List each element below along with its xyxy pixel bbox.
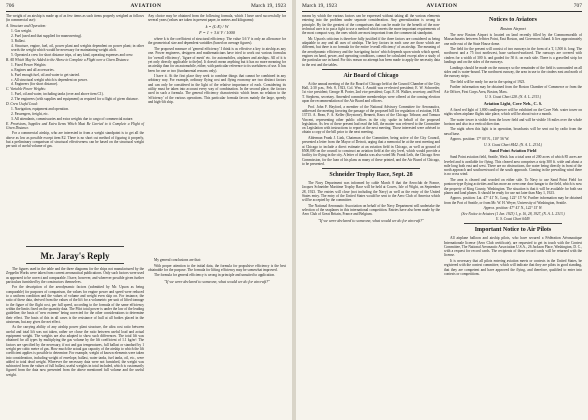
- list-heading: B. All Which May be Added to the Above to Complete a Flight over a Given Distance.: [6, 57, 130, 62]
- section-title: Notices to Aviators: [489, 17, 537, 23]
- article-column-2: [148, 258, 286, 284]
- list-item: 1. Navigation, equipment and operation.: [11, 107, 69, 112]
- article-title: Mr. Jaray's Reply: [40, 251, 110, 261]
- paragraph: The night when this light is in operation, broadcasts will be sent out by radio from the naval base.: [444, 127, 582, 136]
- divider: [464, 223, 562, 224]
- right-page-left-column: [302, 14, 440, 223]
- paragraph: The field will be ready for use in the spring of 1923.: [450, 79, 526, 84]
- paragraph: The Navy Department was informed by cable March 8 that the Aeroclub de France, Jacques Schneider Maritime Trophy Race will be held at Cowes, Isle of Wight, on September 28, 1923. The entries will close (not including the Navy) as well as the entry of the United States entry. The entry of the United States would be sent to the Aero Club of America which will be accepted by the committee.: [302, 181, 440, 203]
- section-title: Important Notice to Air Pilots: [474, 227, 552, 234]
- paragraph: The proposed measure of 'general efficiency' I think is as effective a key to airship as any one. Power engineers, designers and mathematicians have tried to work out various formulas for 'overall efficiency', 'figure of merit' etc. for automobiles, airplanes and airships. All of it is yet only directly applicable to the[m]. It doesn't mean anything but it has no more meaning for an airship than for an automobile, either, with particular reference to its usefulness of use. It has been for one or two (fundamental reasons only).: [148, 47, 286, 73]
- list-item: d. Engineers (for short distance).: [11, 82, 59, 87]
- divider: [322, 69, 420, 70]
- paragraph: The formula for general efficiency is wrong in principle and unsuited to application.: [154, 273, 275, 278]
- section-title: Air Board of Chicago: [343, 72, 399, 79]
- journal-title: AVIATION: [426, 3, 458, 9]
- chart-reference: [444, 143, 582, 147]
- paragraph: I have it. At the first place they seek to combine things that cannot be combined in any arbitrary way. For example, ordinary flying cost and flying economy are two distinct factors and can only be considered in the light of the relative importance of each. Considering its utility must be taken into account every way of combination. In the second place, the factors used in such a formula. The general efficiency characteristic which bears no relation to the 'efficiency' of the various operations. This particular formula favors mainly the large, speedy and high-lift ship.: [148, 74, 286, 104]
- list-item: b. Fuel enough fuel, oil and water to get started.: [11, 72, 80, 77]
- header-rule: [6, 11, 286, 12]
- left-page-right-column: [148, 14, 286, 106]
- section-title: Sand Point Aviation Field: [489, 148, 537, 154]
- journal-title: AVIATION: [130, 3, 162, 9]
- header-rule: [302, 11, 582, 12]
- section-title: Aviation Light, Cove Neb., C. S.: [483, 100, 543, 106]
- issue-date: March 19, 1923: [251, 3, 286, 9]
- section-subtitle: Boston Airport: [500, 26, 526, 31]
- paragraph: At the annual meeting of the Air Board of Chicago held at the Council Chamber of the City Hall, 2:30 p.m., Feb. 8, 1923, Col. Wm. J. Arnold was re-elected president; E. W. Schroeder, 1st vice president; George H. Porter, 2nd vice president; Capt. E. H. Walker, secretary, and Fred T. Stephens, secretary. Amended committee memberships were offered at the coming election upon the recommendation of the Air Board and officers.: [302, 81, 440, 104]
- paragraph: Further information may be obtained from the Boston Chamber of Commerce or from the Air Officer, First Corps Area, Boston, Mass.: [444, 85, 582, 94]
- notice-number: (N. A. L. 2313.): [518, 95, 542, 100]
- list-item: 1. Fixed Power Weights:: [11, 62, 47, 67]
- position-note: Approx. position: 47° 41' N., 122° 15' W.: [483, 206, 543, 211]
- list-heading: E. Provisions, Supplies and Extra Items Which Must Be Carried to it Complete a Flight of Given Distance.: [6, 121, 144, 131]
- paragraph: The water tower is visible from the lower field and will be visible 16 miles over the whole horizon and also in a vertical direction.: [444, 117, 582, 126]
- right-page: [296, 0, 588, 420]
- left-page: [0, 0, 292, 420]
- issue-date: March 19, 1923: [302, 3, 337, 9]
- page-number: 707: [573, 3, 582, 9]
- paragraph: The field for the present will consist of two runways in the form of a T, 1,500 ft. long. The northwest and a 75 foot northwest, base surfaced-surfaced. The runways are covered with cinders for a width of 300 ft. and graded for 50 ft. on each side. There is a gravelled strip for landings and on the sides of the runways.: [444, 47, 582, 65]
- paragraph: Landings should be made on the runways so the remainder of the field is surrounded on all sides and is water-bound. The northwest runway, the area in use to the cinders east and north of the runway strips.: [444, 65, 582, 79]
- list-item: a. Engines and all accessories.: [11, 67, 55, 72]
- paragraph: The new Boston Airport is located on land recently filled by the Commonwealth of Massachusetts between Jeffries Point, East Boston, and Governors Island. It lies approximately one mile east of the State House dome.: [444, 33, 582, 46]
- list-item: c. All structural weight which is dependent on power.: [11, 77, 88, 82]
- list-item: 1. Gas weight.: [11, 28, 32, 33]
- paragraph: The National Aeronautic Association on behalf of the Navy Department will undertake the selection of the seaplanes in this international competition. Entries have also been made by the Aero Club of Great Britain, France and Belgium.: [302, 203, 440, 217]
- list-item: 5. Operated a crew for short distance trips, of any kind, operating expenses and crew.: [11, 52, 134, 57]
- paragraph: Alderman Frank J. Link, Chairman of the Committee, being active of the City Council, presented a letter from the Mayor of Detroit, urging that a memorial be at the next meeting and at Chicago to include a direct estimate at an aviation field in Chicago, as well as ground of $500,000 on the council to construct an aviation field at the city level, which would provide a facility for flying in the city. A letter of thanks was also voted Mr. Frank Leib, the Chicago Aero Commission, for the loan of his plans as many of these printed, and the Air Board of Chicago, to be presented.: [302, 136, 440, 166]
- list-item: 4. Structure, engine, fuel, oil, power plant and weights dependent on power plant; in other words the weight which would be necessary for maintaining weight aloft.: [11, 43, 144, 52]
- paragraph: My general conclusions are that:: [154, 258, 201, 262]
- divider: [26, 263, 124, 264]
- divider: [26, 246, 124, 247]
- paragraph: As the carrying ability of any airship power plant structure, the ultra cost ratio between useful and total lift was not taken, rather we chose the ratio between useful load and actual equipment weight. The weights are also adapted to show such differences. The total lift was obtained for all types by multiplying the gas volume by the lift coefficient of 1.1 kg/m³. The factors are specified by the necessary, if not and gas temperatures, full ballast or standard by 1 weight per cubic metre of gas. How much the actual gas capacity of the airship to which the lift coefficient applies is possible to determine. For example, weight of known elements were taken into consideration, including weight of envelope, ballast, water tanks, fuel tanks, oil, etc., were added to total dead weight. Wherever the necessary data were not furnished, the weight was subtracted from the values of full ballast, useful weights in total included, which is customarily figured from the data now presented from the above mentioned full volume and the useful weight.: [6, 325, 144, 377]
- list-item: 2. The engineers (with supplies and equipment) as required for a flight of given distance.: [11, 97, 139, 102]
- divider: [322, 168, 420, 169]
- chart-number: U. S. Coast Chart 6449.: [495, 216, 531, 221]
- paragraph: means by which the various factors can be expressed without taking all the various elements entering into the problem under separate consideration. Any generalization is wrong in principle. By far the greatest of the comparisons that can be made for the benefit of the non-technical user is to put a fight to use a method which meets the more important requirements of the most compact way, the ones which are most important from the commercial standpoint.: [302, 14, 440, 36]
- page-footer-quote: "If we were declared to someone, what would we do for aircraft?": [164, 278, 270, 284]
- left-column: [6, 14, 144, 150]
- paragraph: Approx. position: Lat. 47° 41' N., Long. 122° 15' W. Further information may be obtained from the Port of Seattle, or from Mr. W. H. Weyer, University of Washington, Seattle.: [444, 196, 582, 205]
- chart-number: U. S. Coast Chart 8442.: [484, 142, 519, 147]
- list-item: 2. Passengers, freight, etc.: [11, 112, 49, 117]
- formula: k = (L·E) / W: [205, 23, 229, 29]
- paragraph: A fixed red light of 1,800 candlepower will be exhibited on the Cove Neb. water tower on nights when airplane flights take place, which will be about twice a month.: [444, 107, 582, 116]
- paragraph: Any choice may be obtained from the following formula, which I have used successfully for several years (values are taken in present paper, in meters and kilograms):: [148, 14, 286, 23]
- paragraph: The area is cleared and wooded on either side. To Navy to use Sand Point Field for pontoon-type flying activities and has more an overcome door hangar to the field, which is now the property of King County, Washington. The situation is that it will be available for both sea planes and land planes. It should be ready for use not later than May 1, 1923.: [444, 177, 582, 195]
- list-item: 2. Fuel (used and that supplied for maneuvering).: [11, 33, 82, 38]
- article-column-1: [6, 244, 144, 378]
- paragraph: It is necessary that all pilots entering aviation meets or contests in the United States, be registered with the contest committee, which will indicate that they are pilots in good standing, that they are competent and have approved the flying, and therefore, qualified to enter into contests or competitions.: [444, 259, 582, 276]
- paragraph: Approx. position: 17° 00' N., 110° 56' W.: [450, 137, 510, 142]
- list-heading: C. Variable Power Weights:: [6, 87, 46, 92]
- chart-number: U. S. Coast Chart 228.: [484, 95, 518, 100]
- paragraph: With proper attention to the initial data, the formula for propulsive efficiency is the best obtainable for the purpose. The formula for lifting efficiency may be somewhat improved.: [148, 263, 286, 272]
- notice-number: (See Notice to Aviators (1 Jan. 1923) 1, p. 16, 28, 1927, (N. A. L. 2313.): [461, 211, 565, 216]
- formula: F = 1 + 3.6 V / 1000: [199, 29, 235, 35]
- section-title: Schneider Trophy Race, Sept. 28: [329, 172, 413, 179]
- list-item: 1. Fuel, oil and water, including tanks (over and above item C1).: [11, 92, 104, 97]
- paragraph: The weight of an airship is made up of as few items as such items properly weighed as follows (in commercial use):: [6, 14, 144, 23]
- paragraph: where k is the coefficient of structural efficiency. The value 3.6 V is only an allowance for the geometrical size and dependent variables (based on average figures).: [148, 37, 286, 46]
- list-heading: A. Structure and Operation:: [6, 23, 47, 28]
- page-footer-quote: "If we were declared to someone, what would we do for aircraft?": [318, 217, 424, 223]
- notice-number: (N. A. L. 2314.): [519, 142, 542, 147]
- chart-reference: [444, 95, 582, 99]
- list-item: 3. All attendants, commissaries and extra weights due to cargo of commercial nature.: [11, 117, 134, 122]
- list-heading: D. Crew Useful Load:: [6, 102, 38, 107]
- paragraph: For the description of the aerodynamic factors (submitted by Mr. Upson as being comparable) for purposes of comparison, the values for engine power and speed were reduced to a uniform condition and the values of volume and weight even skip on. For instance, the ratio of these data, derived from the values of the lift for a volumetric per unit of lifted tonnage to the figure of the flight cost, per full speed, according to the formula of the same efficiency within the limits fixed on the quantity data. The Pilot total power is under the law of the leading guideline; the basis of 'new extreme' being corrected for the other considerations to determine their effect. The basis of this in all cases is the resistance of hull at all bodies placed in the airstream, but any gives the net effect.: [6, 285, 144, 324]
- paragraph: For a commercial airship, who are interested in from a weight standpoint is to get all the above as low as possible except item E2. There is no short cut method of figuring it properly, but a preliminary comparison of structural effectiveness can be based on the structural weight per unit of useful volume of gas.: [6, 131, 144, 149]
- paragraph: Prof. John F. Hayford, a member of the National Advisory Committee for Aeronautics, addressed the meeting favoring the passage of the proposed bill for regulation of aviation, H.R. 13715. A. Bean, F. A. Keller (Keystone), Bennett, Knox of the Chicago Tribune, and Tomura Vincent, representing other public offices in the city, spoke in behalf of the proposed legislation. As few of these present had read the bill, the matter was referred to the Committee on Legislation with instructions to report at the next meeting. Those interested were advised to obtain a copy of the bill prior to the next meeting.: [302, 104, 440, 135]
- paragraph: All airplane balloon and airship pilots, who have secured a Fédération Aéronautique Internationale license (Aero Club certificate), are requested to get in touch with the Contest Committee, The National Aeronautic Association U.S.A., 26 Jackson Place, Washington, D. C., with a request for record cards. The recipients of these record cards will be returned with the license.: [444, 236, 582, 258]
- paragraph: The figures used in the table and the three diagrams for the ships not manufactured by the Zeppelin Works were taken from current aeronautical publications. Only such factors were used as appeared to be correct and comparable. I have, however, and wherever possible given further particulars furnished by the constructors themselves.: [6, 267, 144, 284]
- right-page-right-column: [444, 14, 582, 278]
- list-item: 3. Ballast.: [11, 38, 26, 43]
- paragraph: Mr. Upson's criticism is therefore fully justified if the three factors are considered as being adaptable to any and all uses of airships. The key factors in each case are those which are different, but there is no formula for the entire 'overall efficiency' of an airship. The meaning of the aerodynamic efficiency and the 'navigating factor' which depends upon winds which speed, engines on hand, power, and operating conditions, cannot be calculated except after a study of the particular use in hand. For this reason no attempt has been made to apply the necessity data in the rest and the tables.: [302, 36, 440, 67]
- paragraph: Sand Point aviation field, Seattle, Wash. has a total area of 200 acres of which 85 acres are leveled and is available for flying. This cleared area comprises a strip 300 ft. wide and about a mile long both east and west. There are no obstructions, the water being directly in front of the north approach and southwestward of the south approach. Coming in the prevailing wind there is no cross wind.: [444, 155, 582, 177]
- page-number: 706: [6, 3, 15, 9]
